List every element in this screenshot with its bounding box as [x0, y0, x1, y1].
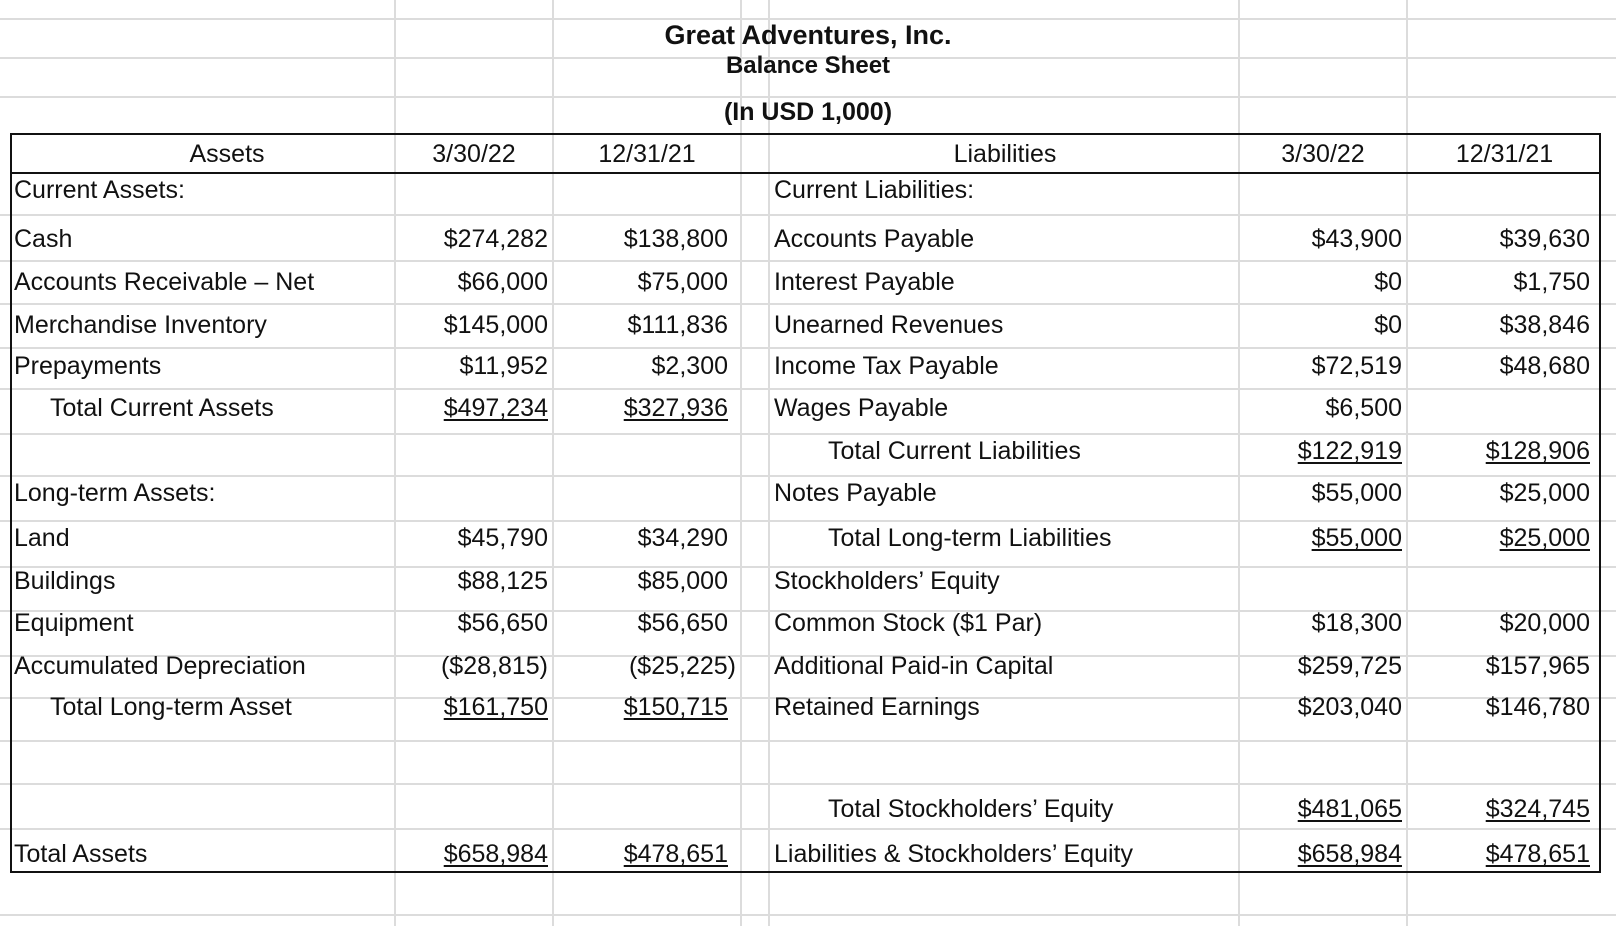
header-liabilities: Liabilities: [953, 140, 1057, 168]
total-equity-value-1: $481,065: [1297, 795, 1402, 823]
current-liabilities-header: Current Liabilities:: [774, 176, 975, 204]
equipment-label: Equipment: [14, 609, 134, 637]
ar-value-2: $75,000: [637, 268, 728, 296]
common-stock-value-1: $18,300: [1311, 609, 1402, 637]
header-date-1: 3/30/22: [432, 140, 516, 168]
longterm-assets-header: Long-term Assets:: [14, 479, 216, 507]
current-assets-header: Current Assets:: [14, 176, 185, 204]
header-date-3: 3/30/22: [1281, 140, 1365, 168]
header-rule: [10, 172, 1601, 174]
header-assets: Assets: [189, 140, 265, 168]
total-longterm-assets-value-2: $150,715: [623, 693, 728, 721]
prepayments-label: Prepayments: [14, 352, 162, 380]
common-stock-value-2: $20,000: [1499, 609, 1590, 637]
inventory-label: Merchandise Inventory: [14, 311, 267, 339]
interest-payable-label: Interest Payable: [774, 268, 955, 296]
unearned-revenues-value-2: $38,846: [1499, 311, 1590, 339]
notes-payable-value-2: $25,000: [1499, 479, 1590, 507]
prepayments-value-2: $2,300: [651, 352, 728, 380]
ar-label: Accounts Receivable – Net: [14, 268, 315, 296]
buildings-value-1: $88,125: [457, 567, 548, 595]
land-value-2: $34,290: [637, 524, 728, 552]
accum-depreciation-value-2: ($25,225): [628, 652, 736, 680]
interest-payable-value-2: $1,750: [1513, 268, 1590, 296]
inventory-value-2: $111,836: [627, 311, 728, 339]
wages-payable-value-1: $6,500: [1325, 394, 1402, 422]
equipment-value-2: $56,650: [637, 609, 728, 637]
total-liabilities-equity-value-2: $478,651: [1485, 840, 1590, 868]
income-tax-payable-value-2: $48,680: [1499, 352, 1590, 380]
ap-value-2: $39,630: [1499, 225, 1590, 253]
total-longterm-liabilities-label: Total Long-term Liabilities: [828, 524, 1112, 552]
common-stock-label: Common Stock ($1 Par): [774, 609, 1043, 637]
total-current-liabilities-value-1: $122,919: [1297, 437, 1402, 465]
apic-label: Additional Paid-in Capital: [774, 652, 1054, 680]
inventory-value-1: $145,000: [443, 311, 548, 339]
buildings-value-2: $85,000: [637, 567, 728, 595]
interest-payable-value-1: $0: [1374, 268, 1402, 296]
total-equity-label: Total Stockholders’ Equity: [828, 795, 1114, 823]
total-current-liabilities-value-2: $128,906: [1485, 437, 1590, 465]
total-assets-label: Total Assets: [14, 840, 148, 868]
buildings-label: Buildings: [14, 567, 116, 595]
total-current-liabilities-label: Total Current Liabilities: [828, 437, 1081, 465]
total-liabilities-equity-label: Liabilities & Stockholders’ Equity: [774, 840, 1133, 868]
retained-earnings-label: Retained Earnings: [774, 693, 980, 721]
total-current-assets-label: Total Current Assets: [50, 394, 274, 422]
unearned-revenues-label: Unearned Revenues: [774, 311, 1004, 339]
land-label: Land: [14, 524, 70, 552]
land-value-1: $45,790: [457, 524, 548, 552]
total-current-assets-value-2: $327,936: [623, 394, 728, 422]
ar-value-1: $66,000: [457, 268, 548, 296]
wages-payable-label: Wages Payable: [774, 394, 949, 422]
ap-value-1: $43,900: [1311, 225, 1402, 253]
accum-depreciation-label: Accumulated Depreciation: [14, 652, 306, 680]
notes-payable-value-1: $55,000: [1311, 479, 1402, 507]
total-longterm-liabilities-value-1: $55,000: [1311, 524, 1402, 552]
stockholders-equity-header: Stockholders’ Equity: [774, 567, 1000, 595]
total-current-assets-value-1: $497,234: [443, 394, 548, 422]
cash-value-2: $138,800: [623, 225, 728, 253]
apic-value-1: $259,725: [1297, 652, 1402, 680]
grid-line: [0, 914, 1616, 916]
total-assets-value-2: $478,651: [623, 840, 728, 868]
income-tax-payable-value-1: $72,519: [1311, 352, 1402, 380]
units-note: (In USD 1,000): [723, 98, 893, 126]
total-longterm-assets-value-1: $161,750: [443, 693, 548, 721]
accum-depreciation-value-1: ($28,815): [440, 652, 548, 680]
unearned-revenues-value-1: $0: [1374, 311, 1402, 339]
prepayments-value-1: $11,952: [459, 352, 548, 380]
retained-earnings-value-1: $203,040: [1297, 693, 1402, 721]
apic-value-2: $157,965: [1485, 652, 1590, 680]
cash-label: Cash: [14, 225, 73, 253]
total-assets-value-1: $658,984: [443, 840, 548, 868]
total-equity-value-2: $324,745: [1485, 795, 1590, 823]
cash-value-1: $274,282: [443, 225, 548, 253]
company-title: Great Adventures, Inc.: [664, 20, 952, 50]
header-date-4: 12/31/21: [1455, 140, 1554, 168]
equipment-value-1: $56,650: [457, 609, 548, 637]
header-date-2: 12/31/21: [598, 140, 696, 168]
retained-earnings-value-2: $146,780: [1485, 693, 1590, 721]
total-liabilities-equity-value-1: $658,984: [1297, 840, 1402, 868]
income-tax-payable-label: Income Tax Payable: [774, 352, 999, 380]
notes-payable-label: Notes Payable: [774, 479, 937, 507]
total-longterm-assets-label: Total Long-term Asset: [50, 693, 292, 721]
ap-label: Accounts Payable: [774, 225, 975, 253]
total-longterm-liabilities-value-2: $25,000: [1499, 524, 1590, 552]
statement-title: Balance Sheet: [725, 52, 891, 79]
